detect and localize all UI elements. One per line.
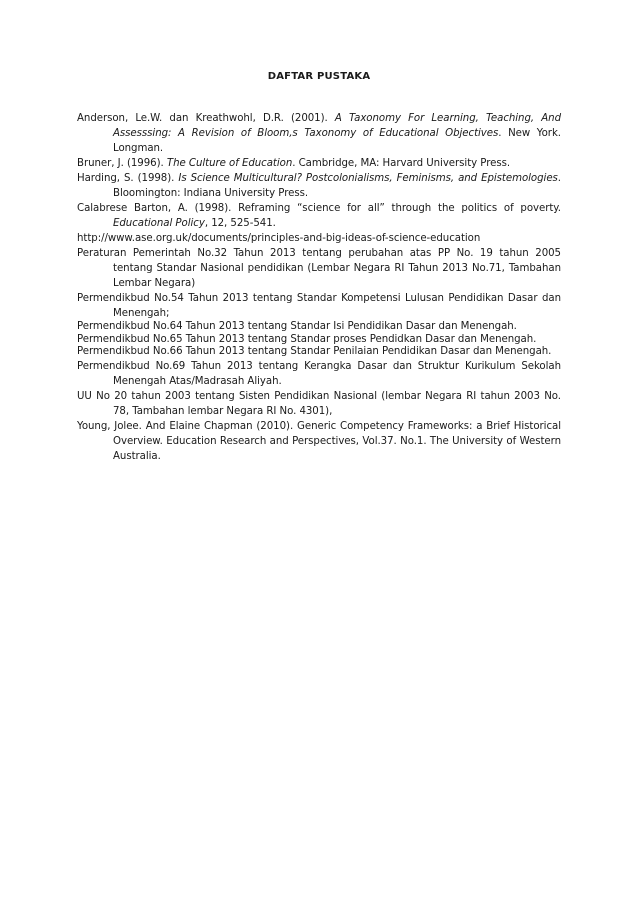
reference-text: Anderson, Le.W. dan Kreathwohl, D.R. (2001).: [77, 113, 335, 124]
reference-title: The Culture of Education: [166, 158, 293, 169]
reference-anderson: [77, 111, 561, 156]
reference-permendikbud-54: Permendikbud No.54 Tahun 2013 tentang Standar Kompetensi Lulusan Pendidikan Dasar dan Menengah;: [77, 293, 561, 319]
reference-uu-20-2003: UU No 20 tahun 2003 tentang Sisten Pendidikan Nasional (lembar Negara RI tahun 2003 No. 78, Tambahan lembar Negara RI No. 4301),: [77, 390, 561, 417]
reference-young-chapman: Young, Jolee. And Elaine Chapman (2010). Generic Competency Frameworks: a Brief Historical Overview. Education Research and Perspectives, Vol.37. No.1. The University of Western Australia.: [77, 420, 561, 462]
reference-ase-url: http://www.ase.org.uk/documents/principles-and-big-ideas-of-science-education: [77, 233, 481, 244]
reference-text: . New York. Longman.: [113, 128, 561, 154]
reference-permendikbud-65: Permendikbud No.65 Tahun 2013 tentang Standar proses Pendidkan Dasar dan Menengah.: [77, 333, 537, 345]
reference-text: Bruner, J. (1996).: [77, 158, 167, 169]
reference-text: . Bloomington: Indiana University Press.: [113, 173, 561, 199]
reference-harding: [77, 171, 561, 201]
reference-pp-32-2013: Peraturan Pemerintah No.32 Tahun 2013 tentang perubahan atas PP No. 19 tahun 2005 tentang Standar Nasional pendidikan (Lembar Negara RI Tahun 2013 No.71, Tambahan Lembar Negara): [77, 248, 561, 289]
reference-title: Is Science Multicultural? Postcolonialisms, Feminisms, and Epistemologies: [178, 173, 558, 184]
page-title: DAFTAR PUSTAKA: [267, 71, 371, 82]
reference-permendikbud-64: Permendikbud No.64 Tahun 2013 tentang Standar Isi Pendidikan Dasar dan Menengah.: [77, 321, 517, 332]
reference-title: Educational Policy: [113, 218, 205, 229]
reference-calabrese-barton: [77, 201, 561, 231]
reference-text: Calabrese Barton, A. (1998). Reframing “science for all” through the politics of poverty.: [77, 203, 561, 214]
reference-permendikbud-69: Permendikbud No.69 Tahun 2013 tentang Kerangka Dasar dan Struktur Kurikulum Sekolah Menengah Atas/Madrasah Aliyah.: [77, 360, 561, 387]
reference-text: . Cambridge, MA: Harvard University Press.: [292, 158, 511, 169]
reference-bruner: [77, 156, 561, 171]
reference-list: [77, 111, 561, 464]
reference-permendikbud-66: Permendikbud No.66 Tahun 2013 tentang Standar Penilaian Pendidikan Dasar dan Menengah.: [77, 346, 552, 357]
reference-text: Harding, S. (1998).: [77, 173, 179, 184]
reference-title: A Taxonomy For Learning, Teaching, And Assesssing: A Revision of Bloom,s Taxonomy of Educational Objectives: [113, 113, 561, 139]
reference-text: , 12, 525-541.: [204, 218, 276, 229]
